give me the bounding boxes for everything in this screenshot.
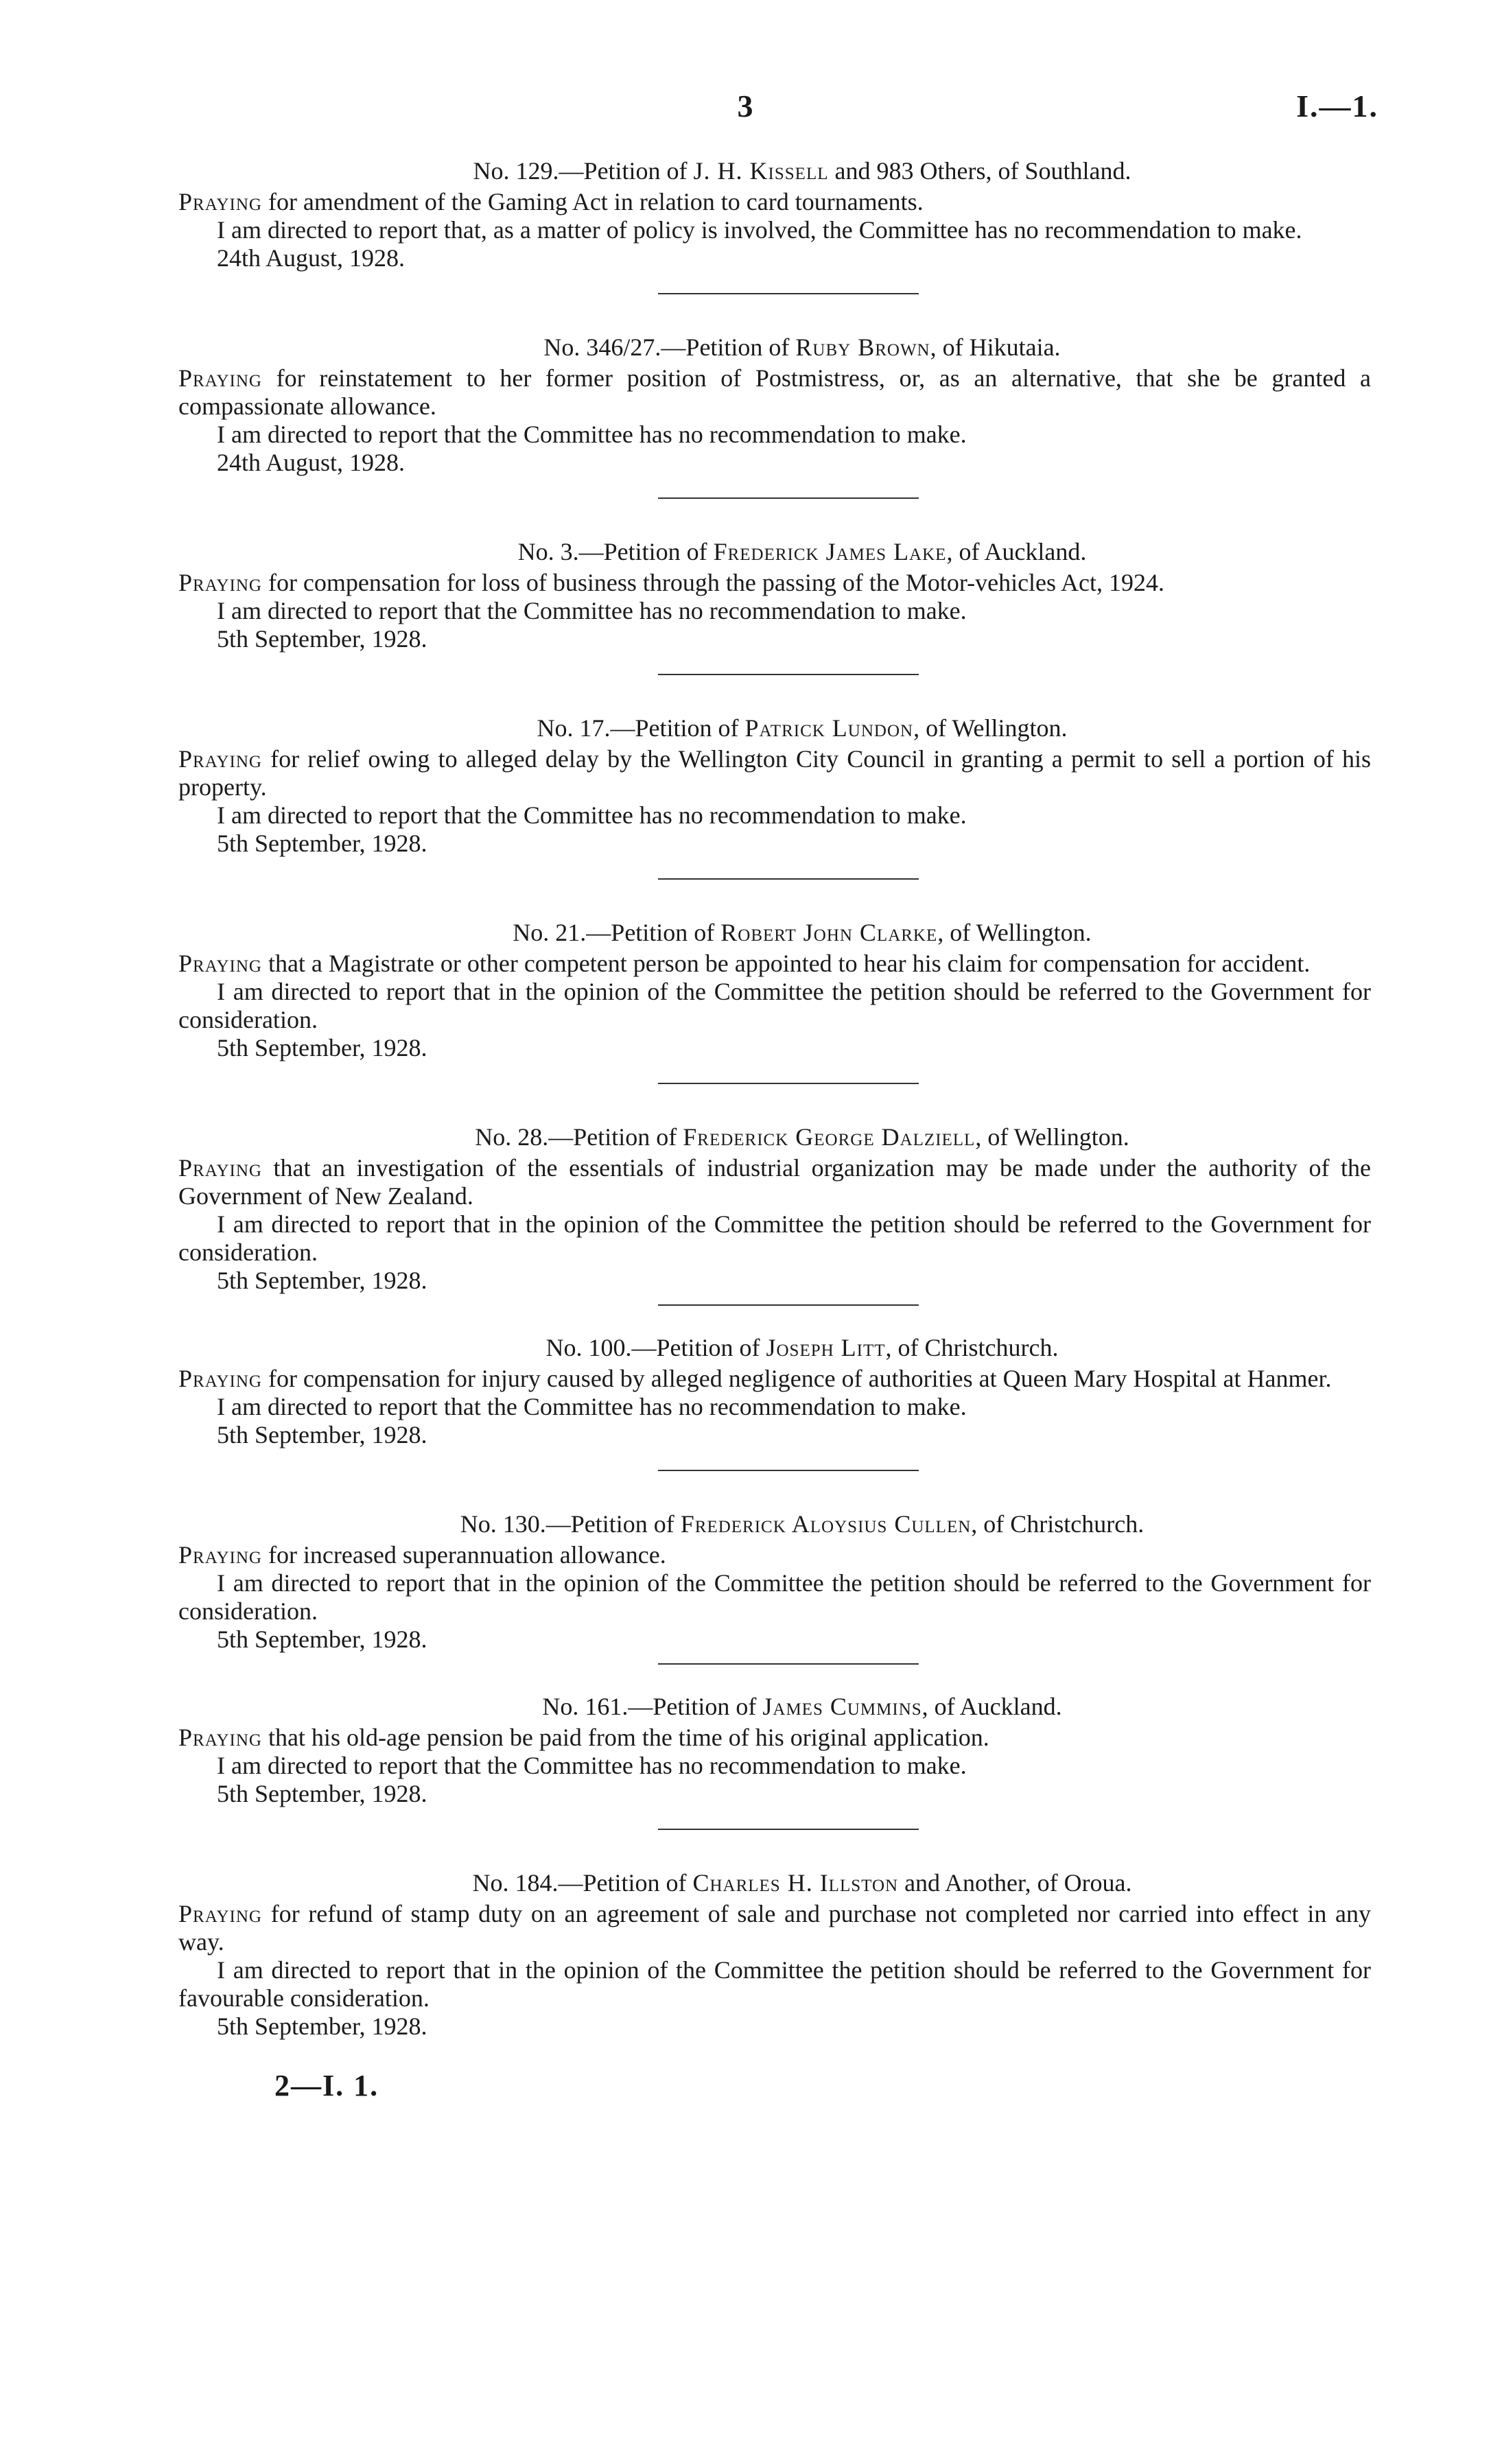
- petition-praying: Praying for relief owing to alleged delay by the Wellington City Council in granting a permit to sell a portion of his property.: [178, 745, 1371, 801]
- petition-date: 5th September, 1928.: [217, 1267, 427, 1294]
- petition-report: I am directed to report that in the opinion of the Committee the petition should be referred to the Government for favourable consideration.: [178, 1956, 1371, 2012]
- petition-date: 5th September, 1928.: [217, 2013, 427, 2040]
- petition-date: 5th September, 1928.: [217, 1780, 427, 1807]
- petition-praying: Praying for compensation for injury caused by alleged negligence of authorities at Queen Mary Hospital at Hanmer.: [178, 1365, 1332, 1392]
- petition-entry: [178, 1123, 1371, 1295]
- petition-date: 5th September, 1928.: [217, 1421, 427, 1448]
- petition-heading: No. 28.—Petition of Frederick George Dalziell, of Wellington.: [475, 1123, 1129, 1151]
- petition-entry: [178, 1692, 1371, 1808]
- section-divider: [658, 1470, 919, 1471]
- petition-entry: [178, 537, 1371, 653]
- page-number: 3: [737, 89, 753, 124]
- petition-heading: No. 17.—Petition of Patrick Lundon, of Wellington.: [537, 714, 1068, 742]
- petition-report: I am directed to report that the Committee has no recommendation to make.: [217, 597, 967, 624]
- section-divider: [658, 497, 919, 499]
- signature-mark: 2—I. 1.: [274, 2069, 379, 2102]
- petition-report: I am directed to report that the Committee has no recommendation to make.: [217, 421, 967, 448]
- petition-date: 24th August, 1928.: [217, 449, 406, 476]
- petition-entry: [178, 714, 1371, 858]
- petition-date: 5th September, 1928.: [217, 625, 427, 653]
- section-divider: [658, 1083, 919, 1084]
- page-reference: I.—1.: [1296, 89, 1378, 124]
- petition-entry: [178, 918, 1371, 1062]
- petition-praying: Praying for refund of stamp duty on an agreement of sale and purchase not completed nor carried into effect in any way.: [178, 1900, 1371, 1956]
- petition-report: I am directed to report that the Committee has no recommendation to make.: [217, 801, 967, 829]
- petition-praying: Praying that an investigation of the essentials of industrial organization may be made under the authority of the Government of New Zealand.: [178, 1154, 1371, 1210]
- petition-entry: [178, 1510, 1371, 1654]
- petition-report: I am directed to report that in the opinion of the Committee the petition should be referred to the Government for consideration.: [178, 1210, 1371, 1266]
- section-divider: [658, 1663, 919, 1665]
- petition-heading: No. 184.—Petition of Charles H. Illston and Another, of Oroua.: [472, 1869, 1132, 1897]
- section-divider: [658, 1304, 919, 1306]
- petition-praying: Praying that a Magistrate or other competent person be appointed to hear his claim for compensation for accident.: [178, 950, 1311, 977]
- petition-heading: No. 21.—Petition of Robert John Clarke, of Wellington.: [513, 919, 1092, 946]
- petition-report: I am directed to report that the Committee has no recommendation to make.: [217, 1393, 967, 1420]
- petition-report: I am directed to report that, as a matter of policy is involved, the Committee has no recommendation to make.: [217, 216, 1302, 244]
- petition-entry: [178, 333, 1371, 477]
- section-divider: [658, 674, 919, 675]
- section-divider: [658, 293, 919, 294]
- petition-date: 5th September, 1928.: [217, 1034, 427, 1061]
- petition-heading: No. 100.—Petition of Joseph Litt, of Christchurch.: [545, 1334, 1059, 1361]
- petition-heading: No. 3.—Petition of Frederick James Lake, of Auckland.: [517, 538, 1087, 565]
- petition-date: 5th September, 1928.: [217, 1626, 427, 1653]
- petition-heading: No. 130.—Petition of Frederick Aloysius Cullen, of Christchurch.: [460, 1510, 1144, 1538]
- petition-heading: No. 161.—Petition of James Cummins, of Auckland.: [542, 1693, 1062, 1720]
- petition-praying: Praying for reinstatement to her former position of Postmistress, or, as an alternative, that she be granted a compassionate allowance.: [178, 364, 1371, 420]
- petition-praying: Praying for amendment of the Gaming Act in relation to card tournaments.: [178, 188, 924, 215]
- petition-heading: No. 129.—Petition of J. H. Kissell and 983 Others, of Southland.: [473, 157, 1131, 185]
- petition-praying: Praying that his old-age pension be paid from the time of his original application.: [178, 1724, 989, 1751]
- petition-entry: [178, 1333, 1371, 1449]
- section-divider: [658, 1829, 919, 1830]
- petition-heading: No. 346/27.—Petition of Ruby Brown, of Hikutaia.: [543, 333, 1061, 361]
- petition-praying: Praying for compensation for loss of business through the passing of the Motor-vehicles Act, 1924.: [178, 569, 1165, 596]
- petition-date: 24th August, 1928.: [217, 244, 406, 272]
- petition-praying: Praying for increased superannuation allowance.: [178, 1541, 666, 1569]
- petition-report: I am directed to report that in the opinion of the Committee the petition should be referred to the Government for consideration.: [178, 1569, 1371, 1625]
- petition-entry: [178, 1868, 1371, 2041]
- petition-report: I am directed to report that the Committee has no recommendation to make.: [217, 1752, 967, 1779]
- petition-date: 5th September, 1928.: [217, 830, 427, 857]
- petition-entry: [178, 156, 1371, 272]
- section-divider: [658, 878, 919, 880]
- petitions-list: [178, 156, 1371, 2103]
- petition-report: I am directed to report that in the opinion of the Committee the petition should be referred to the Government for consideration.: [178, 978, 1371, 1033]
